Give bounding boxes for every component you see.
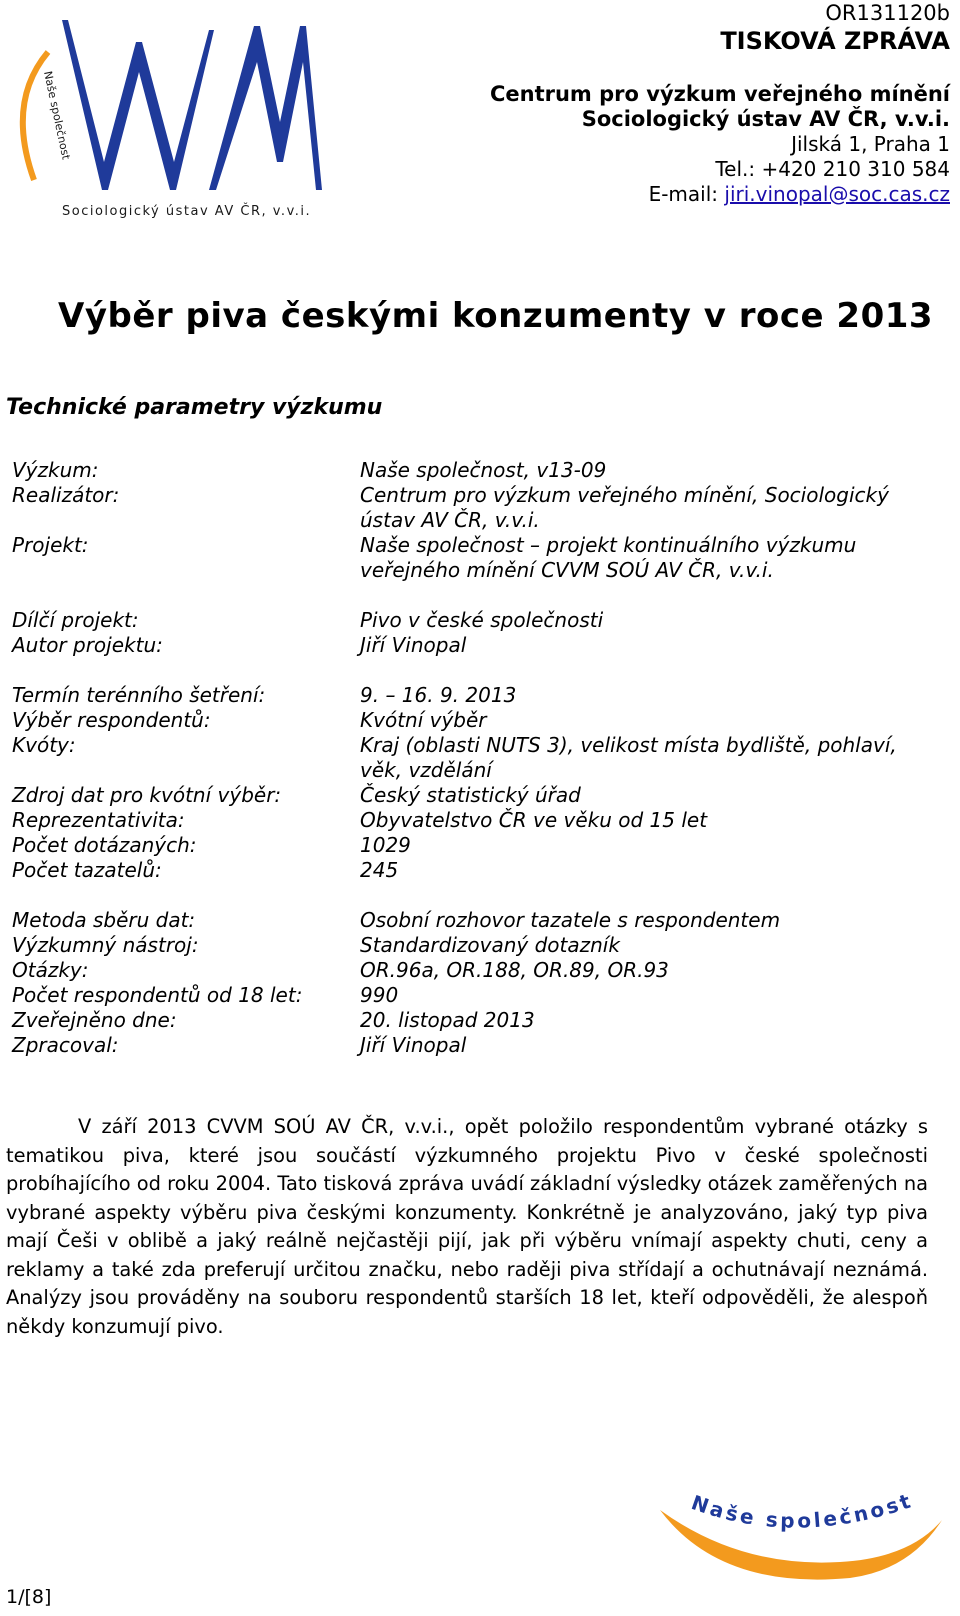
param-label: Metoda sběru dat: (12, 908, 196, 932)
footer-logo (650, 1480, 950, 1585)
footer-logo-textpath: Naše společnost (688, 1487, 917, 1533)
param-value: Obyvatelstvo ČR ve věku od 15 let (360, 808, 708, 832)
param-value: Naše společnost, v13-09 (360, 458, 607, 482)
param-label: Výzkum: (12, 458, 99, 482)
param-value: 990 (360, 983, 399, 1007)
param-label: Dílčí projekt: (12, 608, 139, 632)
footer-logo-graphic (650, 1480, 950, 1585)
org-name-line1: Centrum pro výzkum veřejného mínění (489, 82, 950, 106)
param-value: Osobní rozhovor tazatele s respondentem (360, 908, 781, 932)
spacer (12, 883, 942, 908)
param-label: Autor projektu: (12, 633, 163, 657)
param-label: Termín terénního šetření: (12, 683, 266, 707)
spacer (12, 658, 942, 683)
param-value: Kvótní výběr (360, 708, 487, 732)
param-label: Počet respondentů od 18 let: (12, 983, 303, 1007)
param-row (12, 983, 942, 1008)
param-label: Zpracoval: (12, 1033, 119, 1057)
param-group-2 (12, 608, 942, 658)
param-row (12, 783, 942, 808)
param-value: OR.96a, OR.188, OR.89, OR.93 (360, 958, 669, 982)
footer-logo-text (688, 1488, 916, 1533)
param-label: Reprezentativita: (12, 808, 185, 832)
logo-w-shape (62, 20, 214, 190)
param-label: Výběr respondentů: (12, 708, 211, 732)
param-row (12, 633, 942, 658)
param-label: Počet dotázaných: (12, 833, 197, 857)
param-row (12, 708, 942, 733)
email-link[interactable]: jiri.vinopal@soc.cas.cz (724, 182, 950, 206)
logo-caption: Sociologický ústav AV ČR, v.v.i. (62, 204, 312, 219)
intro-text: V září 2013 CVVM SOÚ AV ČR, v.v.i., opět položilo respondentům vybrané otázky s tematikou piva, které jsou součástí výzkumného projektu Pivo v české společnosti probíhajícího od roku 2004. Tato tisková zpráva uvádí základní výsledky otázek zaměřených na vybrané aspekty výběru piva českými konzumenty. Konkrétně je analyzováno, jaký typ piva mají Češi v oblibě a jaký reálně nejčastěji pijí, jak při výběru vnímají aspekty chuti, ceny a reklamy a také zda preferují určitou značku, nebo raději piva střídají a ochutnávají neznámá. Analýzy jsou prováděny na souboru respondentů starších 18 let, kteří odpověděli, že alespoň někdy konzumují pivo. (6, 1115, 928, 1338)
param-row (12, 833, 942, 858)
param-row (12, 683, 942, 708)
param-row (12, 858, 942, 883)
param-value: Kraj (oblasti NUTS 3), velikost místa bydliště, pohlaví, věk, vzdělání (360, 733, 897, 782)
intro-paragraph (6, 1113, 928, 1341)
soc-logo-graphic (4, 12, 334, 217)
telephone: Tel.: +420 210 310 584 (715, 157, 950, 181)
param-label: Výzkumný nástroj: (12, 933, 199, 957)
param-group-1 (12, 458, 942, 583)
param-label: Projekt: (12, 533, 89, 557)
param-row (12, 958, 942, 983)
param-value: 20. listopad 2013 (360, 1008, 535, 1032)
param-row (12, 1008, 942, 1033)
spacer (12, 583, 942, 608)
address: Jilská 1, Praha 1 (791, 132, 950, 156)
soc-logo (4, 12, 334, 217)
technical-parameters (12, 458, 942, 1058)
email-line (410, 182, 950, 207)
param-row (12, 733, 942, 783)
param-group-3 (12, 683, 942, 883)
param-value: Jiří Vinopal (360, 633, 467, 657)
param-row (12, 933, 942, 958)
param-label: Kvóty: (12, 733, 76, 757)
param-value: Naše společnost – projekt kontinuálního výzkumu veřejného mínění CVVM SOÚ AV ČR, v.v.i. (360, 533, 857, 582)
param-value: 1029 (360, 833, 411, 857)
param-row (12, 483, 942, 533)
logo-vertical-text: Naše společnost (41, 69, 73, 161)
param-value: Český statistický úřad (360, 783, 581, 807)
press-release-label: TISKOVÁ ZPRÁVA (720, 27, 950, 55)
param-label: Počet tazatelů: (12, 858, 162, 882)
param-value: Centrum pro výzkum veřejného mínění, Sociologický ústav AV ČR, v.v.i. (360, 483, 889, 532)
header-contact (410, 0, 950, 207)
param-value: Pivo v české společnosti (360, 608, 604, 632)
section-subtitle: Technické parametry výzkumu (6, 395, 383, 420)
param-row (12, 458, 942, 483)
param-row (12, 533, 942, 583)
param-row (12, 908, 942, 933)
param-value: 9. – 16. 9. 2013 (360, 683, 517, 707)
param-label: Zveřejněno dne: (12, 1008, 177, 1032)
param-row (12, 1033, 942, 1058)
param-value: Jiří Vinopal (360, 1033, 467, 1057)
param-row (12, 608, 942, 633)
logo-m-shape (209, 26, 322, 190)
document-code: OR131120b (825, 1, 950, 25)
param-group-4 (12, 908, 942, 1058)
param-label: Realizátor: (12, 483, 120, 507)
org-name-line2: Sociologický ústav AV ČR, v.v.i. (581, 107, 950, 131)
param-label: Zdroj dat pro kvótní výběr: (12, 783, 282, 807)
param-row (12, 808, 942, 833)
param-value: Standardizovaný dotazník (360, 933, 620, 957)
param-value: 245 (360, 858, 399, 882)
page-title: Výběr piva českými konzumenty v roce 2013 (58, 296, 934, 336)
email-label: E-mail: (648, 182, 725, 206)
page-number: 1/[8] (6, 1586, 52, 1608)
param-label: Otázky: (12, 958, 89, 982)
